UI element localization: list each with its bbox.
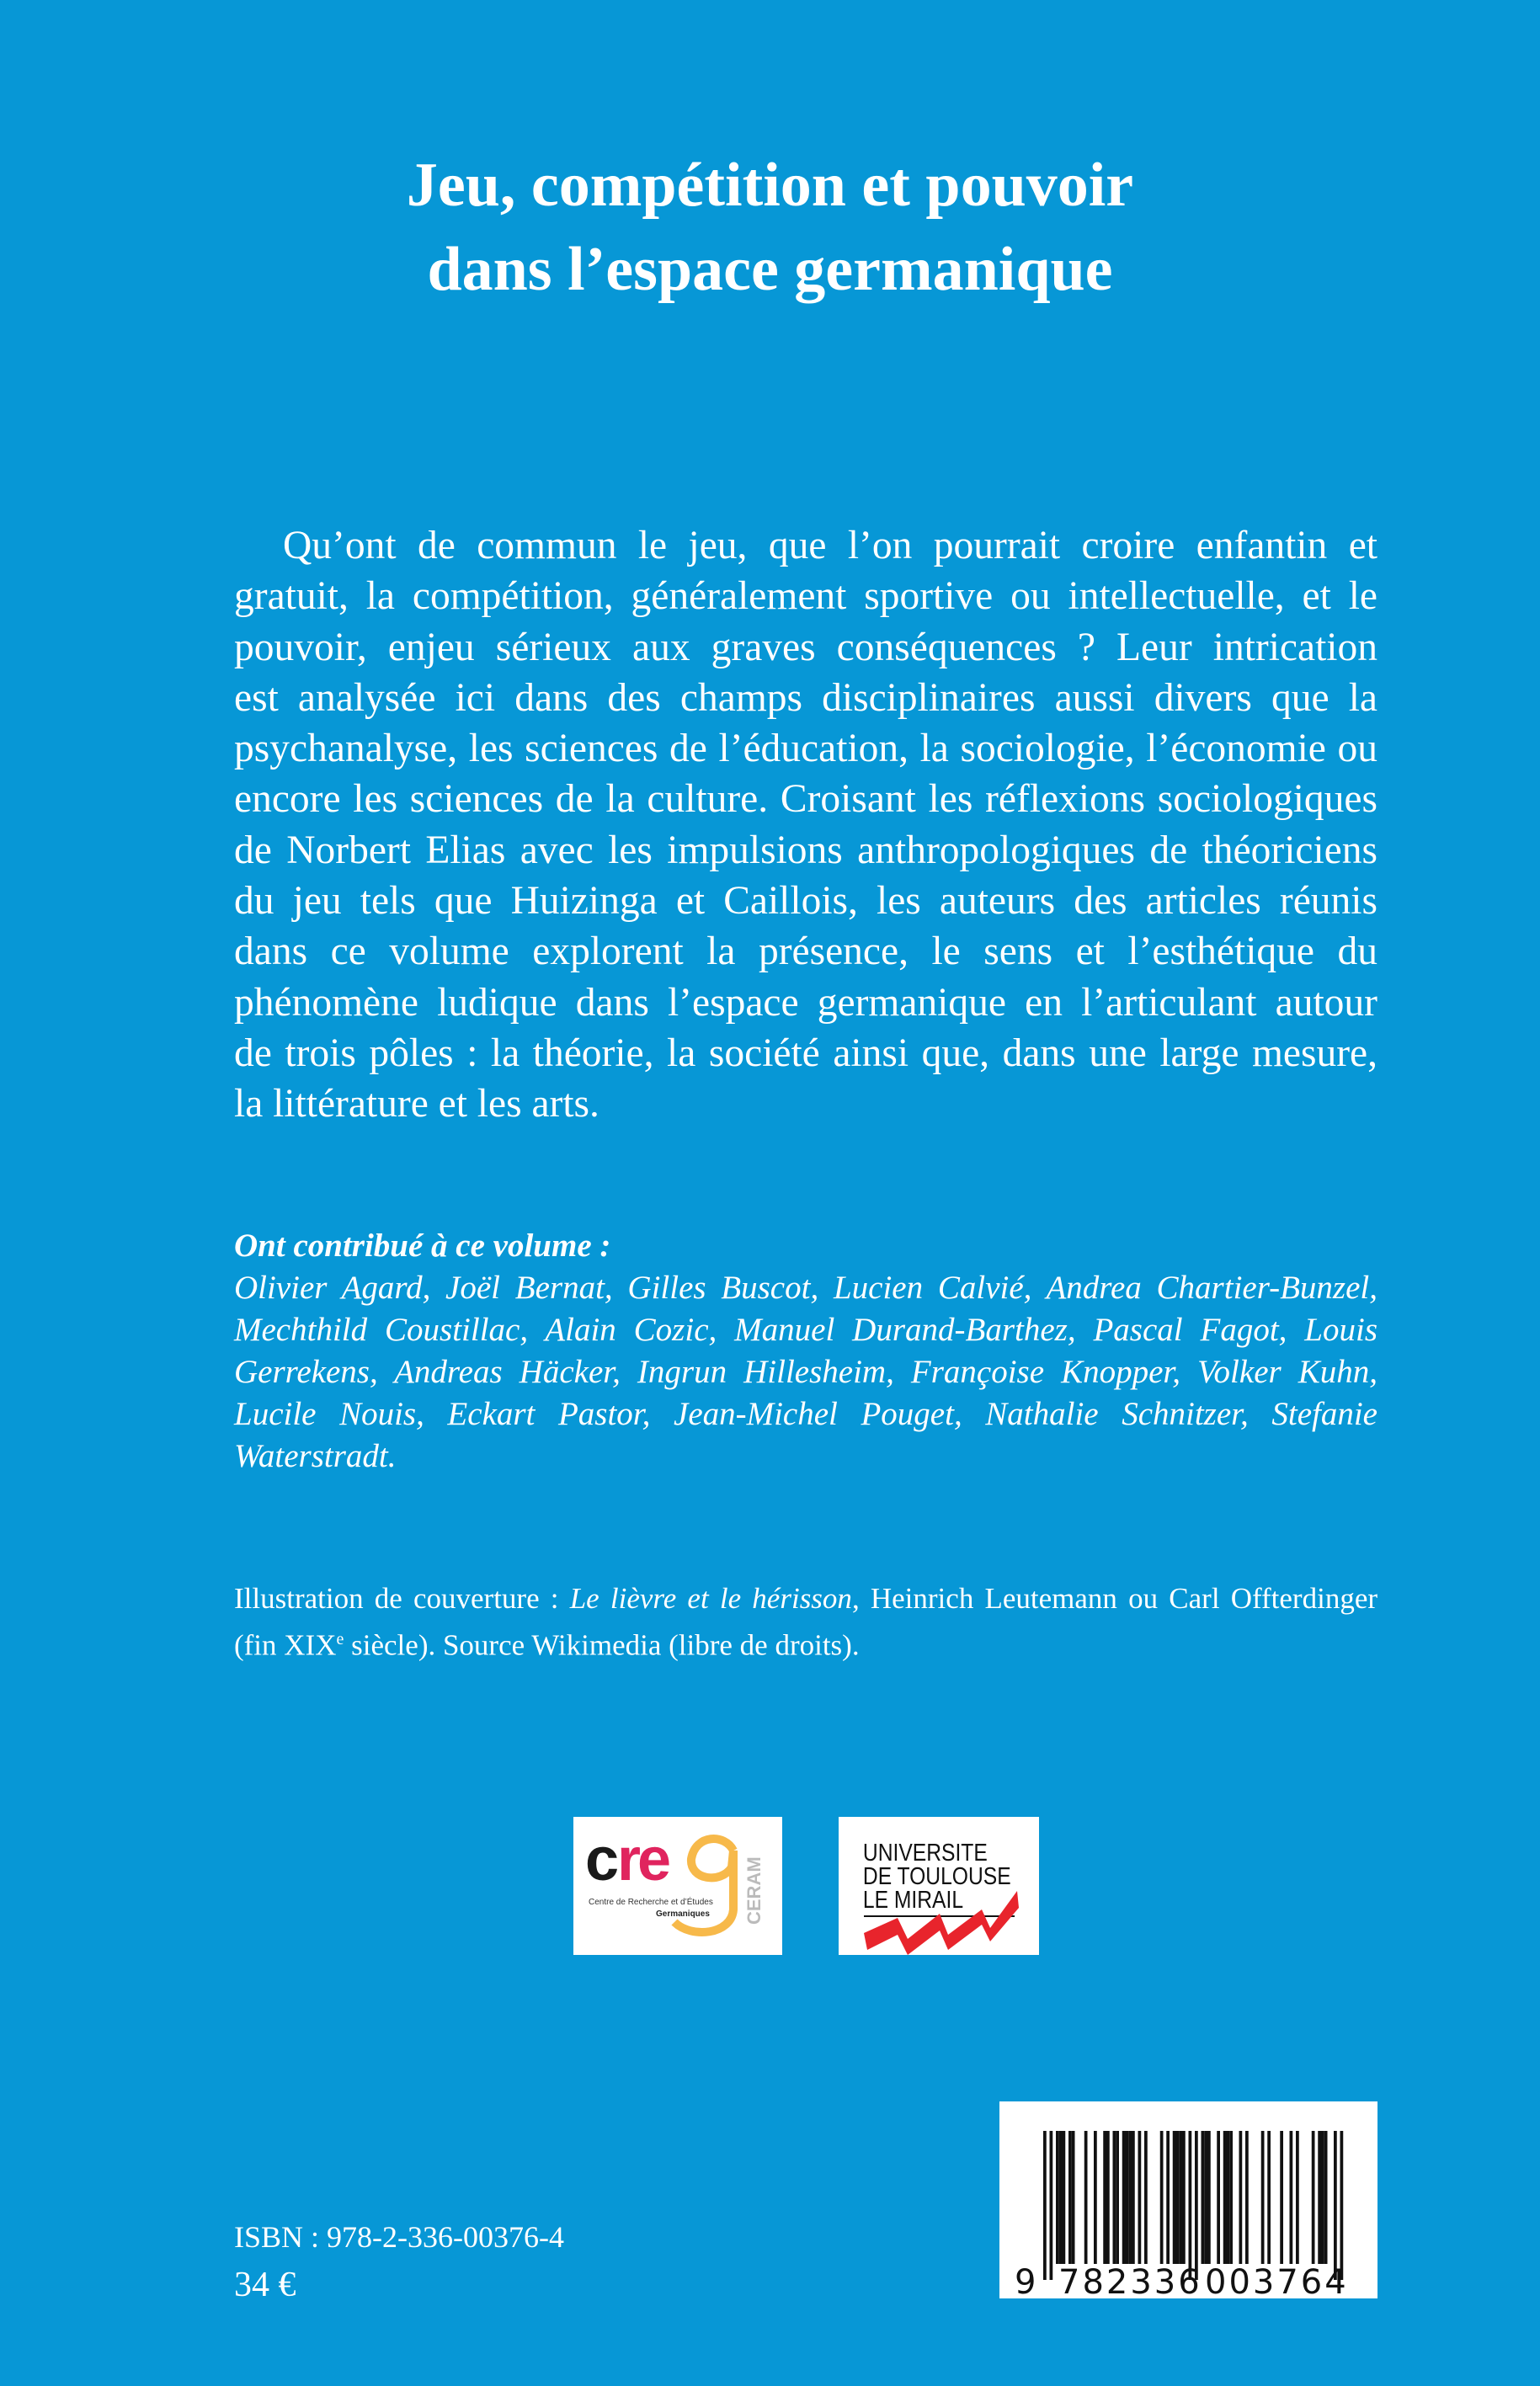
summary-line: pouvoir, enjeu sérieux aux graves conséquences ? Leur intrication [234,625,1377,669]
barcode-bar [1261,2131,1265,2264]
illustration-credit [234,1578,1377,1666]
contributors-line: Mechthild Coustillac, Alain Cozic, Manuel Durand-Barthez, Pascal Fagot, Louis [234,1312,1377,1348]
barcode-bar [1179,2131,1182,2264]
barcode-bar [1094,2131,1097,2264]
barcode-bar [1132,2131,1135,2264]
summary-line: du jeu tels que Huizinga et Caillois, les auteurs des articles réunis [234,879,1377,924]
barcode-bar [1050,2131,1053,2280]
barcode-bar [1138,2131,1142,2264]
toulouse-line-1: UNIVERSITE [862,1839,988,1867]
creg-subtitle-2: Germaniques [656,1909,710,1919]
barcode-bar [1043,2131,1047,2280]
credit-work-title: Le lièvre et le hérisson [569,1582,852,1615]
barcode-bar [1189,2131,1192,2280]
barcode-bar [1290,2131,1293,2264]
barcode-bar [1122,2131,1126,2264]
barcode-bar [1312,2131,1315,2264]
barcode-bar [1103,2131,1106,2264]
credit-prefix: Illustration de couverture : [234,1582,570,1615]
isbn-number: ISBN : 978-2-336-00376-4 [234,2220,564,2254]
barcode-bar [1239,2131,1243,2264]
contributors-line: Olivier Agard, Joël Bernat, Gilles Buscot, Lucien Calvié, Andrea Chartier-Bunzel, [234,1270,1377,1306]
isbn-barcode [999,2101,1377,2298]
summary-line: la littérature et les arts. [234,1082,599,1126]
barcode-bar [1195,2131,1198,2280]
svg-text:c: c [585,1826,616,1893]
summary-line: est analysée ici dans des champs disciplinaires aussi divers que la [234,675,1377,720]
barcode-bar [1321,2131,1324,2264]
contributors-line: Gerrekens, Andreas Häcker, Ingrun Hillesheim, Françoise Knopper, Volker Kuhn, [234,1354,1377,1390]
barcode-bar [1202,2131,1205,2264]
barcode-bar [1182,2131,1186,2264]
barcode-bar [1245,2131,1249,2264]
barcode-bar [1128,2131,1132,2264]
barcode-bar [1084,2131,1088,2264]
title-line-2: dans l’espace germanique [427,235,1113,304]
summary-line: de Norbert Elias avec les impulsions anthropologiques de théoriciens [234,828,1377,872]
barcode-bar [1106,2131,1110,2264]
barcode-bar [1207,2131,1211,2264]
barcode-digits: 782336 [1058,2263,1202,2298]
summary-line: phénomène ludique dans l’espace germanique en l’articulant autour [234,980,1377,1025]
creg-logo [573,1817,782,1955]
credit-authors: , Heinrich Leutemann ou Carl Offterdinger [851,1582,1378,1615]
summary-paragraph [234,520,1377,1130]
barcode-bar [1176,2131,1180,2264]
barcode-bar [1227,2131,1230,2264]
barcode-bar [1340,2131,1344,2280]
credit-source: siècle). Source Wikimedia (libre de droits). [344,1628,860,1662]
summary-line: encore les sciences de la culture. Croisant les réflexions sociologiques [234,777,1377,822]
summary-line: Qu’ont de commun le jeu, que l’on pourrait croire enfantin et [283,524,1377,567]
svg-text:re: re [617,1826,669,1893]
barcode-bar [1334,2131,1337,2280]
barcode-bar [1173,2131,1176,2264]
barcode-bar [1318,2131,1321,2264]
barcode-bar [1116,2131,1119,2264]
barcode-bar [1324,2131,1328,2264]
barcode-bar [1160,2131,1164,2264]
toulouse-line-2: DE TOULOUSE [862,1862,1011,1890]
barcode-bar [1204,2131,1207,2264]
book-title [0,143,1540,312]
barcode-bar [1267,2131,1271,2264]
barcode-bar [1296,2131,1299,2264]
illustration-credit-line-1 [234,1578,1377,1619]
toulouse-line-3: LE MIRAIL [862,1886,964,1914]
creg-subtitle-1: Centre de Recherche et d’Études [589,1898,713,1907]
universite-toulouse-logo [839,1817,1039,1955]
credit-sup: e [336,1630,344,1648]
summary-line: gratuit, la compétition, généralement sportive ou intellectuelle, et le [234,574,1377,619]
barcode-bar [1063,2131,1066,2264]
barcode-bar [1217,2131,1220,2264]
contributors-line: Lucile Nouis, Eckart Pastor, Jean-Michel Pouget, Nathalie Schnitzer, Stefanie [234,1396,1377,1432]
title-line-1: Jeu, compétition et pouvoir [406,151,1134,220]
barcode-bar [1113,2131,1116,2264]
barcode-bar [1280,2131,1283,2264]
barcode-bar [1223,2131,1227,2264]
credit-century: (fin XIX [234,1628,337,1662]
barcode-digits: 003764 [1205,2263,1349,2298]
summary-line: dans ce volume explorent la présence, le sens et l’esthétique du [234,929,1377,974]
summary-line: psychanalyse, les sciences de l’éducation, la sociologie, l’économie ou [234,727,1377,771]
barcode-digits: 9 [1015,2263,1039,2298]
contributors-block [234,1225,1377,1478]
barcode-bar [1166,2131,1170,2264]
barcode-bar [1072,2131,1075,2264]
barcode-bar [1144,2131,1148,2264]
contributors-heading: Ont contribué à ce volume : [234,1228,611,1264]
price: 34 € [234,2266,296,2304]
barcode-bar [1229,2131,1233,2264]
barcode-bar [1056,2131,1059,2264]
contributors-line: Waterstradt. [234,1438,397,1474]
barcode-bar [1068,2131,1072,2264]
barcode-bar [1059,2131,1063,2264]
illustration-credit-line-2 [234,1619,1377,1666]
creg-ceram: CERAM [743,1856,765,1925]
barcode-bar [1126,2131,1129,2264]
summary-line: de trois pôles : la théorie, la société ainsi que, dans une large mesure, [234,1031,1377,1075]
